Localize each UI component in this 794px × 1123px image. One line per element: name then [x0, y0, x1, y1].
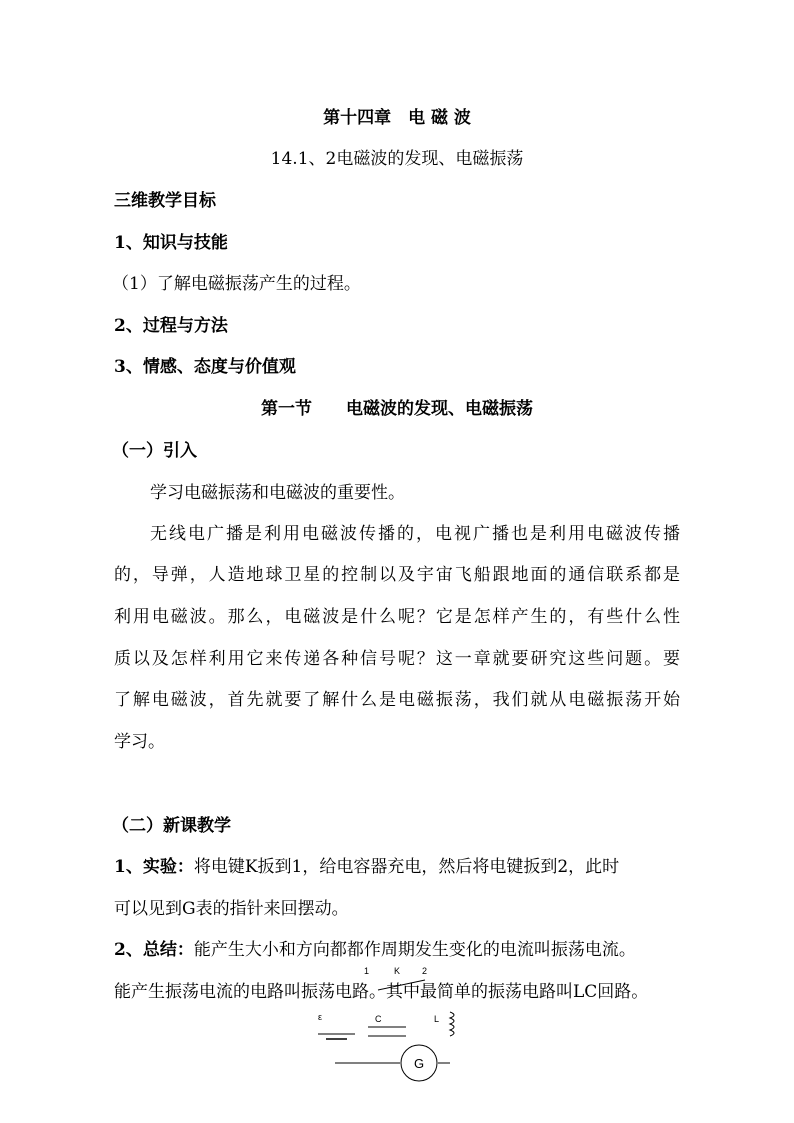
lesson-title: 第一节 电磁波的发现、电磁振荡 — [261, 399, 533, 419]
switch-label-2: 2 — [422, 966, 428, 976]
chapter-title: 第十四章 电 磁 波 — [323, 108, 471, 128]
intro-paragraph-1: 学习电磁振荡和电磁波的重要性。 — [150, 483, 405, 503]
intro-paragraph-2-line: 质以及怎样利用它来传递各种信号呢？这一章就要研究这些问题。要 — [114, 649, 680, 669]
experiment-line-2: 可以见到G表的指针来回摆动。 — [114, 899, 349, 919]
goal3-heading: 3、情感、态度与价值观 — [114, 357, 296, 377]
intro-paragraph-2-line: 学习。 — [114, 732, 165, 752]
intro-paragraph-2-line: 的，导弹，人造地球卫星的控制以及宇宙飞船跟地面的通信联系都是 — [114, 565, 680, 585]
switch-label-k: K — [394, 966, 401, 976]
section-title: 14.1、2电磁波的发现、电磁振荡 — [270, 149, 524, 169]
intro-heading: （一）引入 — [112, 441, 197, 461]
goal2-heading: 2、过程与方法 — [114, 316, 228, 336]
inductor-coil — [450, 1012, 454, 1036]
experiment-line-1 — [114, 855, 619, 879]
summary-text: 能产生大小和方向都都作周期发生变化的电流叫振荡电流。 — [193, 940, 636, 960]
inductor-label: L — [434, 1014, 440, 1024]
intro-paragraph-2-line: 利用电磁波。那么，电磁波是什么呢？它是怎样产生的，有些什么性 — [114, 607, 680, 627]
battery-label: ε — [318, 1012, 323, 1022]
goal1-heading: 1、知识与技能 — [114, 233, 228, 253]
intro-paragraph-2-line: 了解电磁波，首先就要了解什么是电磁振荡，我们就从电磁振荡开始 — [114, 690, 680, 710]
switch-label-1: 1 — [364, 966, 370, 976]
lc-circuit-diagram — [300, 960, 470, 1085]
experiment-text: 将电键K扳到1，给电容器充电，然后将电键扳到2，此时 — [193, 857, 620, 877]
capacitor-label: C — [375, 1014, 382, 1024]
intro-paragraph-2-line: 无线电广播是利用电磁波传播的，电视广播也是利用电磁波传播 — [150, 524, 680, 544]
summary-line-1 — [114, 938, 636, 962]
experiment-label: 1、实验： — [114, 857, 194, 877]
new-lesson-heading: （二）新课教学 — [112, 816, 231, 836]
summary-label: 2、总结： — [114, 940, 194, 960]
goal1-item: （1）了解电磁振荡产生的过程。 — [112, 274, 361, 294]
goals-heading: 三维教学目标 — [114, 191, 216, 211]
summary-line-2: 能产生振荡电流的电路叫振荡电路。其中最简单的振荡电路叫LC回路。 — [114, 982, 649, 1002]
switch-lever — [378, 980, 425, 990]
galvanometer-label: G — [414, 1056, 425, 1071]
